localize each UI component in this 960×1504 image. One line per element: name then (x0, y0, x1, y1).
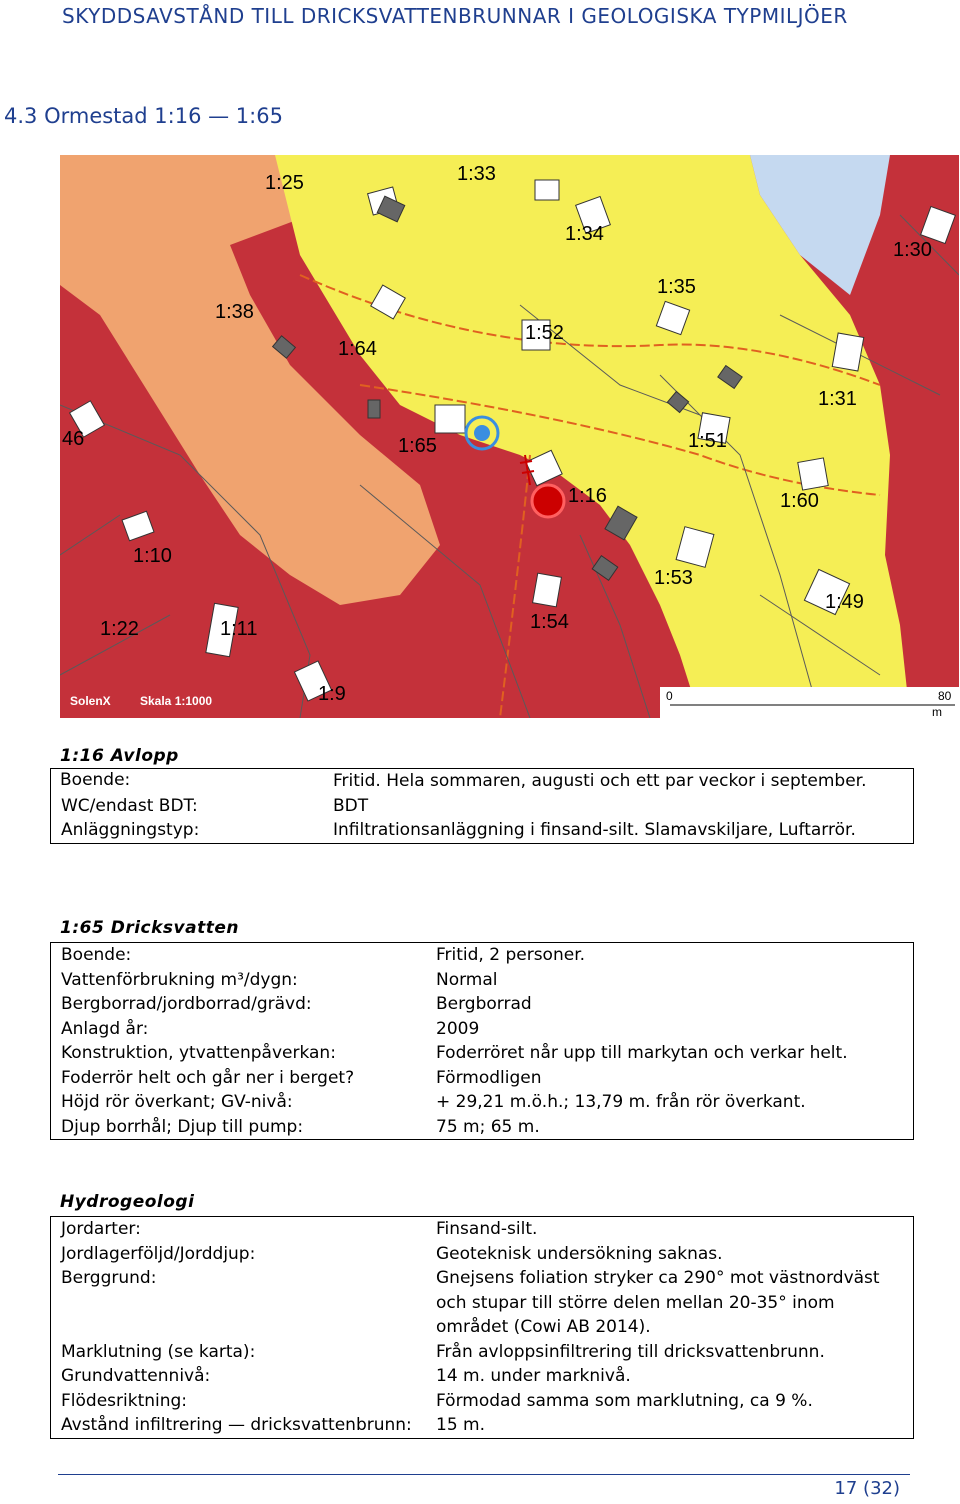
map-label: 1:51 (688, 430, 727, 452)
hydro-value: Gnejsens foliation stryker ca 290° mot västnordväst och stupar till större delen mellan 20-35° inom området (Cowi AB 2014). (436, 1268, 880, 1337)
hydro-key: Avstånd infiltrering — dricksvattenbrunn: (61, 1415, 412, 1435)
dricks-value: Bergborrad (436, 994, 532, 1014)
avlopp-value: Fritid. Hela sommaren, augusti och ett par veckor i september. (333, 771, 867, 791)
dricks-key: Vattenförbrukning m³/dygn: (61, 969, 298, 990)
hydro-key: Grundvattennivå: (61, 1366, 211, 1386)
map-label: 1:38 (215, 301, 254, 323)
hydro-value: 15 m. (436, 1415, 485, 1435)
hydro-key: Jordlagerföljd/Jorddjup: (61, 1243, 256, 1264)
dricks-key: Boende: (61, 945, 132, 965)
dricks-value: 2009 (436, 1018, 480, 1039)
map-label: 1:65 (398, 435, 437, 457)
map-label: 1:22 (100, 618, 139, 640)
dricks-key: Konstruktion, ytvattenpåverkan: (61, 1043, 336, 1063)
avlopp-first-key: Boende: (60, 770, 131, 790)
map-label: 1:64 (338, 338, 377, 360)
section-heading: 4.3 Ormestad 1:16 — 1:65 (4, 104, 283, 128)
map-label: 1:30 (893, 239, 932, 261)
page-number: 17 (32) (834, 1478, 900, 1499)
dricks-key: Bergborrad/jordborrad/grävd: (61, 994, 312, 1014)
dricks-table (50, 942, 914, 1140)
sewage-marker (532, 485, 564, 517)
avlopp-title: 1:16 Avlopp (60, 746, 179, 766)
map-label: 1:49 (825, 591, 864, 613)
map-label: 1:34 (565, 223, 604, 245)
map-label: 1:52 (525, 322, 564, 344)
map-label: 1:53 (654, 567, 693, 589)
avlopp-value: BDT (333, 795, 369, 816)
map-scale: Skala 1:1000 (140, 694, 213, 708)
hydro-key: Flödesriktning: (61, 1390, 188, 1411)
geology-map (60, 155, 959, 718)
footer-rule (58, 1474, 910, 1475)
hydro-key: Jordarter: (61, 1219, 141, 1239)
map-label: 46 (62, 428, 85, 450)
map-brand: SolenX (70, 694, 111, 708)
dricks-title: 1:65 Dricksvatten (60, 918, 239, 938)
hydro-table (50, 1216, 914, 1439)
map-label: 1:16 (568, 485, 607, 507)
hydro-value: 14 m. under marknivå. (436, 1366, 631, 1386)
dricks-key: Höjd rör överkant; GV-nivå: (61, 1092, 293, 1112)
dricks-key: Anlagd år: (61, 1018, 149, 1039)
map-label: 1:9 (318, 683, 346, 705)
hydro-key: Berggrund: (61, 1268, 157, 1288)
scalebar-end: 80 (938, 689, 952, 703)
dricks-value: Normal (436, 969, 498, 990)
hydro-value: Finsand-silt. (436, 1219, 538, 1239)
map-label: 1:31 (818, 388, 857, 410)
dricks-value: Foderröret når upp till markytan och verkar helt. (436, 1043, 848, 1063)
scalebar-unit: m (932, 705, 942, 718)
hydro-value: Geoteknisk undersökning saknas. (436, 1243, 723, 1264)
map-label: 1:54 (530, 611, 569, 633)
map-label: 1:25 (265, 172, 304, 194)
map-label: 1:11 (220, 618, 258, 640)
avlopp-key: WC/endast BDT: (61, 795, 198, 816)
hydro-value: Förmodad samma som marklutning, ca 9 %. (436, 1390, 813, 1411)
avlopp-value: Infiltrationsanläggning i finsand-silt. Slamavskiljare, Luftarrör. (333, 820, 856, 840)
map-label: 1:60 (780, 490, 819, 512)
map-label: 1:33 (457, 163, 496, 185)
dricks-value: Förmodligen (436, 1067, 542, 1088)
map-label: 1:35 (657, 276, 696, 298)
dricks-value: 75 m; 65 m. (436, 1116, 540, 1137)
running-header: SKYDDSAVSTÅND TILL DRICKSVATTENBRUNNAR I GEOLOGISKA TYPMILJÖER (62, 4, 848, 28)
hydro-title: Hydrogeologi (60, 1192, 195, 1212)
hydro-value: Från avloppsinfiltrering till dricksvattenbrunn. (436, 1341, 825, 1362)
hydro-key: Marklutning (se karta): (61, 1341, 256, 1362)
avlopp-table (50, 768, 914, 844)
map-label: 1:10 (133, 545, 172, 567)
avlopp-key: Anläggningstyp: (61, 820, 200, 840)
dricks-value: + 29,21 m.ö.h.; 13,79 m. från rör överkant. (436, 1092, 806, 1112)
dricks-key: Djup borrhål; Djup till pump: (61, 1116, 304, 1137)
dricks-value: Fritid, 2 personer. (436, 945, 586, 965)
dricks-key: Foderrör helt och går ner i berget? (61, 1067, 355, 1088)
scalebar-start: 0 (666, 689, 673, 703)
